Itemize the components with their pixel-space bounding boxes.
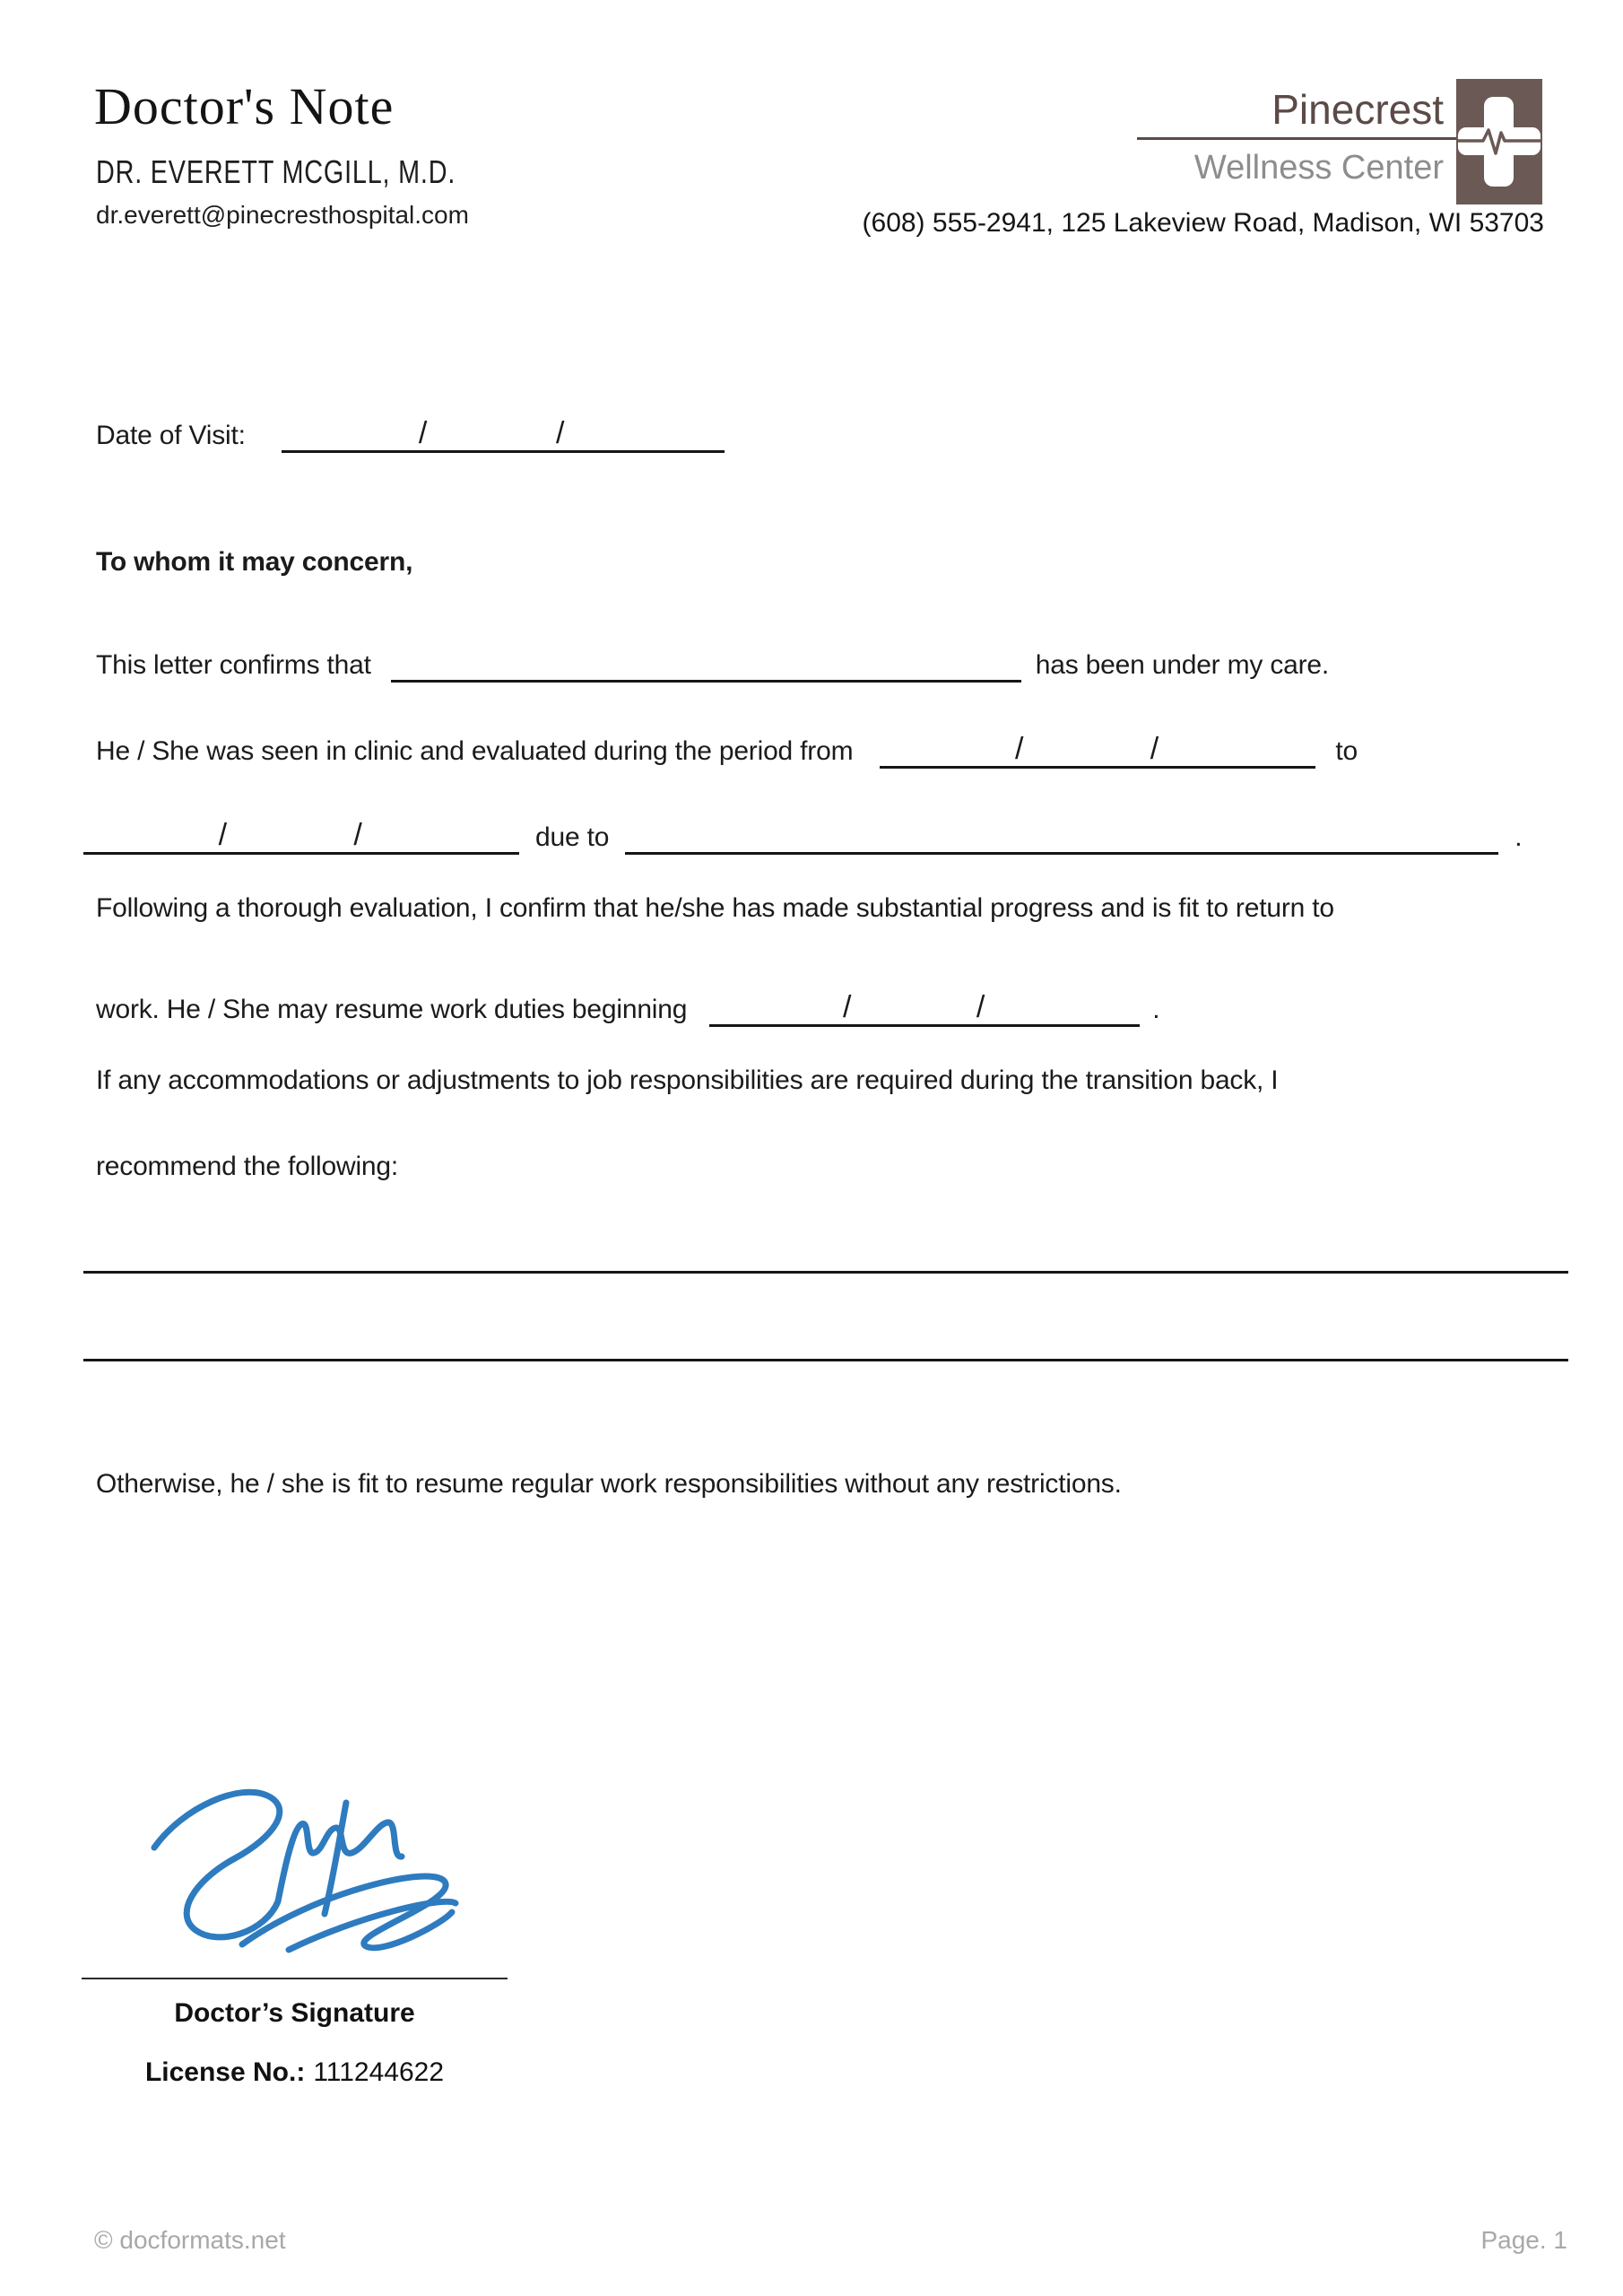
confirm-pre-text: This letter confirms that <box>96 650 371 680</box>
patient-name-field[interactable] <box>391 642 1021 683</box>
due-to-row <box>83 805 1522 855</box>
recommendation-line-1[interactable] <box>83 1271 1568 1274</box>
resume-date-field[interactable]: / / <box>709 987 1140 1027</box>
date-of-visit-label: Date of Visit: <box>96 421 246 450</box>
period-mark: . <box>1515 822 1523 852</box>
accommodations-text-line1: If any accommodations or adjustments to job responsibilities are required during the transition back, I <box>96 1065 1279 1095</box>
license-number: 111244622 <box>313 2057 445 2087</box>
license-label: License No.: <box>144 2057 306 2087</box>
copyright-text: © docformats.net <box>94 2226 286 2254</box>
clinic-subtitle: Wellness Center <box>1193 149 1444 187</box>
page-number: Page. 1 <box>1480 2226 1567 2254</box>
reason-field[interactable] <box>625 814 1498 855</box>
doctor-signature-image <box>135 1778 475 1957</box>
confirm-row <box>96 633 1329 683</box>
period-from-date-field[interactable]: / / <box>880 728 1315 769</box>
date-of-visit-row <box>96 404 725 453</box>
period-to-date-field[interactable]: / / <box>83 814 519 855</box>
clinic-name: Pinecrest <box>1271 86 1444 133</box>
otherwise-text: Otherwise, he / she is fit to resume regular work responsibilities without any restrictions. <box>96 1469 1122 1499</box>
doctor-email: dr.everett@pinecresthospital.com <box>96 201 469 229</box>
logo-underline <box>1137 137 1458 140</box>
evaluation-text-line1: Following a thorough evaluation, I confirm that he/she has made substantial progress and is fit to return to <box>96 893 1334 923</box>
signature-label: Doctor’s Signature <box>174 1998 415 2028</box>
signature-line <box>82 1978 508 1979</box>
page-title: Doctor's Note <box>94 77 395 135</box>
doctor-name: DR. EVERETT MCGILL, M.D. <box>96 153 456 190</box>
period-pre-text: He / She was seen in clinic and evaluated during the period from <box>96 736 854 766</box>
confirm-post-text: has been under my care. <box>1035 650 1330 680</box>
recommendation-line-2[interactable] <box>83 1359 1568 1361</box>
accommodations-text-line2: recommend the following: <box>96 1152 399 1181</box>
medical-cross-icon <box>1456 79 1542 204</box>
date-of-visit-field[interactable]: / / <box>282 413 725 453</box>
salutation: To whom it may concern, <box>96 547 413 577</box>
period-mark: . <box>1152 995 1160 1024</box>
resume-pre-text: work. He / She may resume work duties beginning <box>96 995 688 1024</box>
license-row <box>82 2057 508 2088</box>
period-to-text: to <box>1335 736 1358 766</box>
clinic-contact: (608) 555-2941, 125 Lakeview Road, Madison, WI 53703 <box>862 208 1544 238</box>
period-row <box>96 719 1358 769</box>
resume-row <box>96 978 1159 1027</box>
due-to-text: due to <box>535 822 610 852</box>
